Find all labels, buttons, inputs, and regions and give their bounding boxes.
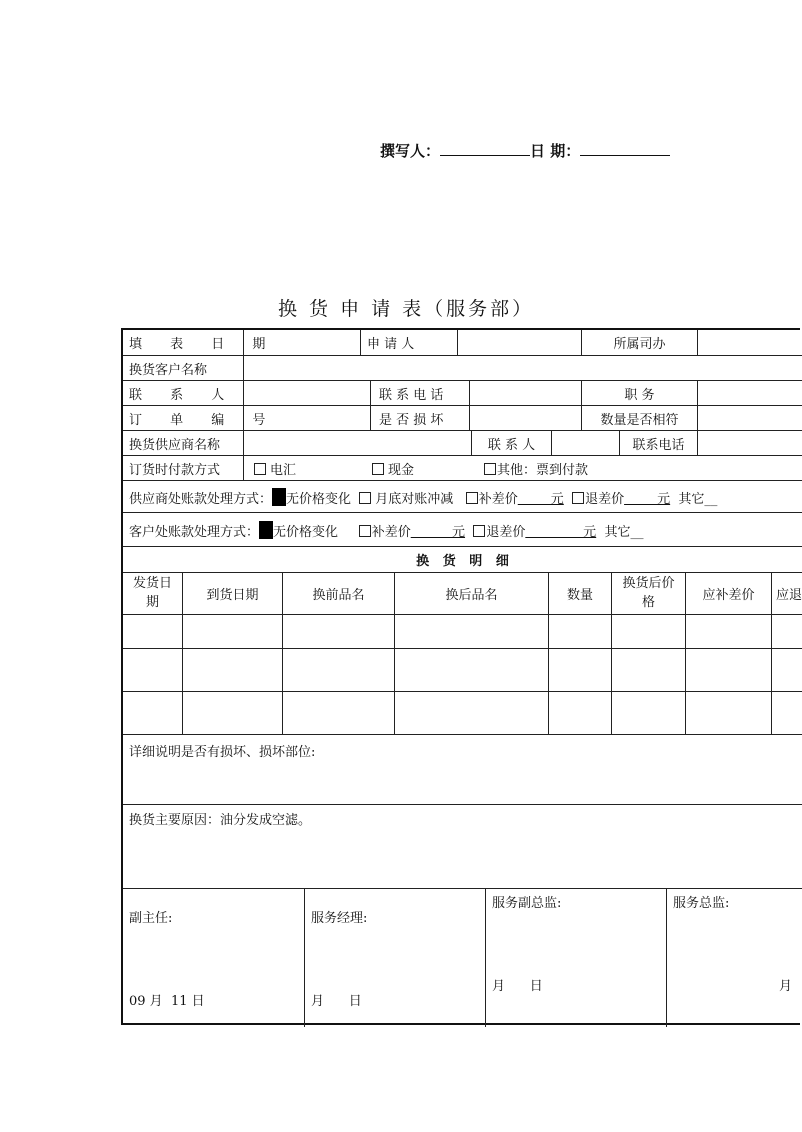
contact-label: 联 系 人 [123, 380, 243, 405]
service-manager-signature[interactable] [304, 888, 485, 1027]
service-director-label: 服务总监: [673, 896, 730, 911]
supplier-contact-label: 联 系 人 [471, 430, 551, 455]
detail-cell[interactable] [123, 648, 182, 691]
position-field[interactable] [697, 380, 802, 405]
detail-cell[interactable] [182, 648, 282, 691]
applicant-field[interactable] [457, 330, 581, 355]
contact-field[interactable] [243, 380, 370, 405]
qty-match-label: 数量是否相符 [581, 405, 697, 430]
customer-make-up-amount[interactable]: 元 [410, 525, 466, 540]
cash-checkbox[interactable] [372, 463, 384, 475]
customer-refund-amount[interactable]: 元 [525, 525, 597, 540]
service-director-date: 月 [779, 979, 793, 994]
cash-option-label: 现金 [388, 463, 415, 478]
phone-field[interactable] [469, 380, 581, 405]
supplier-contact-field[interactable] [551, 430, 619, 455]
wire-option-label: 电汇 [270, 463, 297, 478]
form-title: 换 货 申 请 表（服务部） [278, 298, 535, 320]
detail-cell[interactable] [123, 614, 182, 648]
month-end-checkbox[interactable] [359, 492, 371, 504]
supplier-refund-amount[interactable]: 元 [624, 492, 671, 507]
detail-cell[interactable] [685, 648, 771, 691]
supplier-no-change-label: 无价格变化 [286, 492, 352, 507]
applicant-label: 申 请 人 [360, 330, 457, 355]
col-make-up-diff: 应补差价 [685, 572, 771, 614]
customer-name-field[interactable] [243, 355, 802, 380]
fill-date-field[interactable] [243, 330, 360, 355]
detail-cell[interactable] [611, 614, 685, 648]
customer-other-label: 其它__ [604, 525, 644, 540]
detail-cell[interactable] [282, 648, 394, 691]
deputy-director-label: 副主任: [129, 911, 173, 926]
customer-refund-checkbox[interactable] [473, 525, 485, 537]
service-director-signature[interactable] [666, 888, 802, 1027]
wire-checkbox[interactable] [254, 463, 266, 475]
col-after-name: 换后品名 [394, 572, 548, 614]
detail-cell[interactable] [548, 614, 611, 648]
detail-cell[interactable] [548, 691, 611, 734]
detail-cell[interactable] [685, 691, 771, 734]
date-label: 日 期： [530, 142, 581, 160]
col-ship-date: 发货日期 [123, 572, 182, 614]
supplier-make-up-checkbox[interactable] [466, 492, 478, 504]
service-deputy-director-label: 服务副总监: [492, 896, 562, 911]
detail-cell[interactable] [685, 614, 771, 648]
col-before-name: 换前品名 [282, 572, 394, 614]
detail-cell[interactable] [771, 614, 802, 648]
detail-cell[interactable] [394, 691, 548, 734]
customer-make-up-label: 补差价 [371, 525, 411, 540]
damaged-label: 是 否 损 坏 [370, 405, 469, 430]
customer-name-label: 换货客户名称 [123, 355, 243, 380]
detail-section-title: 换 货 明 细 [123, 546, 802, 572]
office-field[interactable] [697, 330, 802, 355]
detail-cell[interactable] [548, 648, 611, 691]
customer-refund-label: 退差价 [486, 525, 526, 540]
order-no-field[interactable] [243, 405, 370, 430]
customer-settlement-label: 客户处账款处理方式： [129, 525, 260, 540]
order-no-label: 订 单 编 号 [123, 405, 243, 430]
supplier-make-up-label: 补差价 [478, 492, 518, 507]
phone-label: 联 系 电 话 [370, 380, 469, 405]
office-label: 所属司办 [581, 330, 697, 355]
customer-no-change-checkbox[interactable] [259, 521, 273, 539]
detail-cell[interactable] [282, 614, 394, 648]
fill-date-label: 填 表 日 期 [129, 337, 278, 352]
col-new-price: 换货后价格 [611, 572, 685, 614]
service-manager-date: 月 日 [311, 994, 362, 1009]
col-quantity: 数量 [548, 572, 611, 614]
other-payment-checkbox[interactable] [484, 463, 496, 475]
supplier-name-label: 换货供应商名称 [123, 430, 243, 455]
qty-match-field[interactable] [697, 405, 802, 430]
detail-cell[interactable] [123, 691, 182, 734]
damaged-field[interactable] [469, 405, 581, 430]
customer-no-change-label: 无价格变化 [273, 525, 339, 540]
supplier-settlement-label: 供应商处账款处理方式： [129, 492, 273, 507]
exchange-reason-label: 换货主要原因：油分发成空滤。 [129, 813, 312, 828]
supplier-phone-label: 联系电话 [619, 430, 697, 455]
detail-cell[interactable] [394, 648, 548, 691]
supplier-phone-field[interactable] [697, 430, 802, 455]
detail-cell[interactable] [282, 691, 394, 734]
position-label: 职 务 [581, 380, 697, 405]
damage-details-label: 详细说明是否有损坏、损坏部位: [129, 745, 316, 760]
exchange-reason-area[interactable] [123, 804, 802, 888]
supplier-name-field[interactable] [243, 430, 471, 455]
col-arrival-date: 到货日期 [182, 572, 282, 614]
exchange-request-form [121, 328, 800, 1025]
deputy-director-signature[interactable] [123, 888, 304, 1027]
detail-cell[interactable] [611, 691, 685, 734]
supplier-refund-checkbox[interactable] [572, 492, 584, 504]
detail-cell[interactable] [182, 691, 282, 734]
payment-method-options [243, 455, 802, 480]
damage-details-area[interactable] [123, 734, 802, 804]
detail-cell[interactable] [182, 614, 282, 648]
service-deputy-director-signature[interactable] [485, 888, 666, 1027]
detail-cell[interactable] [611, 648, 685, 691]
detail-cell[interactable] [394, 614, 548, 648]
supplier-other-label: 其它__ [678, 492, 718, 507]
writer-label: 撰写人： [380, 142, 441, 160]
date-field[interactable] [580, 141, 670, 156]
customer-make-up-checkbox[interactable] [359, 525, 371, 537]
supplier-make-up-amount[interactable]: 元 [517, 492, 564, 507]
service-manager-label: 服务经理: [311, 911, 368, 926]
other-payment-option-label: 其他：票到付款 [497, 463, 589, 478]
supplier-refund-label: 退差价 [585, 492, 625, 507]
month-end-label: 月底对账冲减 [375, 492, 454, 507]
detail-cell[interactable] [771, 691, 802, 734]
col-refund-diff: 应退 [771, 572, 802, 614]
writer-field[interactable] [440, 141, 530, 156]
service-deputy-director-date: 月 日 [492, 979, 543, 994]
customer-settlement-row [123, 512, 802, 546]
payment-method-label: 订货时付款方式 [123, 455, 243, 480]
detail-cell[interactable] [771, 648, 802, 691]
author-date-header [380, 140, 670, 161]
supplier-no-change-checkbox[interactable] [272, 488, 286, 506]
supplier-settlement-row [123, 480, 802, 512]
deputy-director-date: 09 月 11 日 [129, 994, 205, 1009]
